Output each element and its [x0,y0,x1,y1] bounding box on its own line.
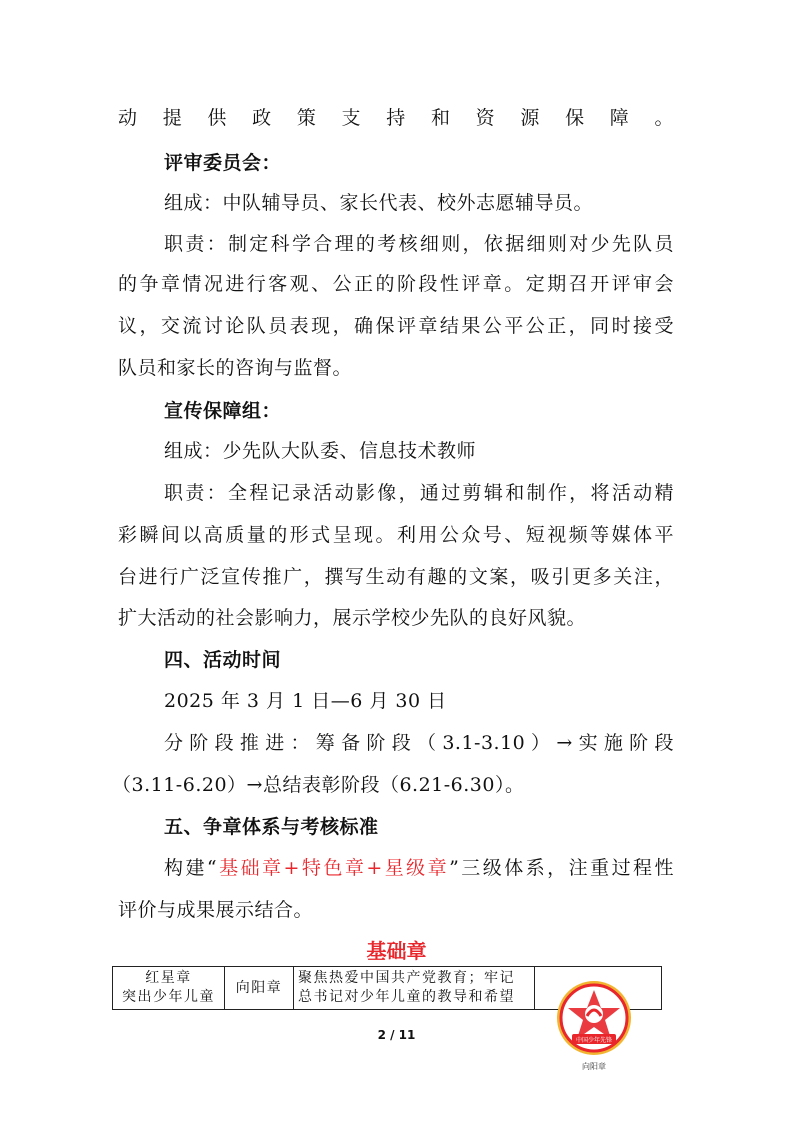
paragraph-line: 组成：中队辅导员、家长代表、校外志愿辅导员。 [164,192,594,214]
text-span: ”三级体系，注重过程性 [449,857,674,879]
heading-review-committee: 评审委员会： [164,152,282,174]
paragraph-line: 台进行广泛宣传推广，撰写生动有趣的文案，吸引更多关注， [118,566,674,588]
cell-line: 总书记对少年儿童的教导和希望 [298,989,515,1005]
badge-caption: 向阳章 [582,1062,606,1071]
paragraph-line: 职责：全程记录活动影像，通过剪辑和制作，将活动精 [164,482,674,504]
section-title: 基础章 [366,939,427,963]
paragraph-line: 队员和家长的咨询与监督。 [118,357,353,379]
paragraph-line [164,855,674,881]
cell-line: 突出少年儿童 [122,989,215,1005]
paragraph-line: （3.11-6.20）→总结表彰阶段（6.21-6.30）。 [112,774,525,796]
table-cell [113,967,225,1010]
paragraph-line: 议，交流讨论队员表现，确保评章结果公平公正，同时接受 [118,315,674,337]
paragraph-line: 评价与成果展示结合。 [118,899,314,921]
paragraph-line: 扩大活动的社会影响力，展示学校少先队的良好风貌。 [118,607,587,629]
heading-badge-system: 五、争章体系与考核标准 [164,816,379,838]
table-cell [294,967,535,1010]
paragraph-line: 的争章情况进行客观、公正的阶段性评章。定期召开评审会 [118,273,674,295]
paragraph-line: 彩瞬间以高质量的形式呈现。利用公众号、短视频等媒体平 [118,524,674,546]
page-number: 2 / 11 [377,1028,416,1042]
paragraph-line: 组成：少先队大队委、信息技术教师 [164,440,477,462]
highlight-text: 基础章+特色章+星级章 [217,857,450,879]
paragraph-line: 2025 年 3 月 1 日—6 月 30 日 [164,690,447,712]
cell-line: 聚焦热爱中国共产党教育；牢记 [298,970,515,986]
badge-inner-text: 中国少年先锋 [575,1037,613,1044]
heading-publicity-group: 宣传保障组： [164,400,282,422]
badge-emblem-icon [554,978,634,1058]
table-cell: 向阳章 [225,967,294,1010]
cell-line: 红星章 [145,970,192,986]
heading-activity-time: 四、活动时间 [164,649,282,671]
paragraph-line: 职责：制定科学合理的考核细则，依据细则对少先队员 [164,233,674,255]
text-span: 构建“ [164,857,218,879]
paragraph-line: 动提供政策支持和资源保障。 [118,107,674,129]
paragraph-line: 分阶段推进：筹备阶段（3.1-3.10）→实施阶段 [164,732,674,754]
